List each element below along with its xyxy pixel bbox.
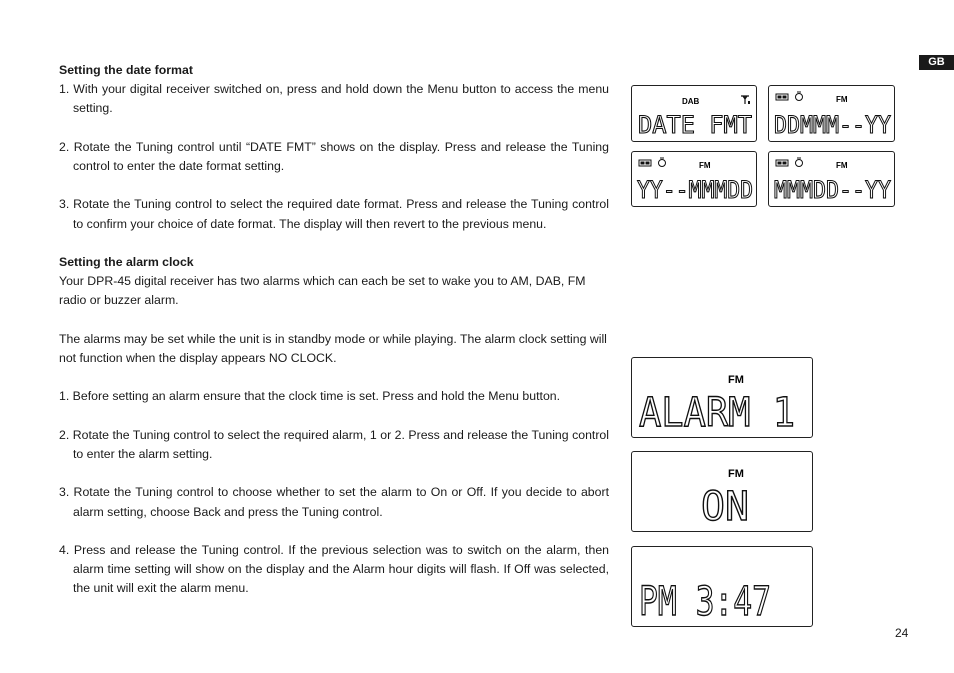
alarm-intro-para: Your DPR-45 digital receiver has two alarms which can each be set to wake you to AM, DAB, FM radio or buzzer alarm.	[59, 274, 586, 308]
lcd-band-label: DAB	[682, 97, 700, 106]
signal-icon	[741, 96, 750, 104]
alarm-bell-icon	[796, 158, 803, 167]
section-heading-alarm-clock: Setting the alarm clock	[59, 254, 194, 269]
lcd-band-label: FM	[728, 374, 744, 386]
lcd-band-label: FM	[728, 468, 744, 480]
battery-icon	[639, 160, 651, 166]
lcd-mmm-dd-yy	[768, 151, 895, 207]
alarm-step-4: 4. Press and release the Tuning control. If the previous selection was to switch on the alarm, then alarm time setting will show on the display and the Alarm hour digits will flash. If Off was selected, the unit will exit the alarm menu.	[59, 542, 609, 596]
alarm-bell-icon	[659, 158, 666, 167]
lcd-date-fmt	[631, 85, 757, 142]
alarm-step-2: 2. Rotate the Tuning control to select the required alarm, 1 or 2. Press and release the Tuning control to enter the alarm setting.	[59, 427, 609, 461]
lcd-yy-mmm-dd	[631, 151, 757, 207]
alarm-step-1: 1. Before setting an alarm ensure that the clock time is set. Press and hold the Menu button.	[59, 389, 561, 404]
lcd-segment-text: ALARM 1	[639, 390, 795, 436]
section-heading-date-format: Setting the date format	[59, 63, 193, 77]
lcd-band-label: FM	[836, 95, 848, 104]
lcd-dd-mmm-yy	[768, 85, 895, 142]
date-step-2: 2. Rotate the Tuning control until “DATE FMT” shows on the display. Press and release the Tuning control to enter the date format setting.	[59, 139, 609, 173]
lcd-band-label: FM	[836, 161, 848, 170]
battery-icon	[776, 94, 788, 100]
language-badge: GB	[919, 55, 954, 70]
battery-icon	[776, 160, 788, 166]
page-number: 24	[895, 626, 909, 640]
lcd-segment-text: DDMMM--YY	[774, 111, 892, 139]
lcd-on	[631, 451, 813, 532]
date-step-3: 3. Rotate the Tuning control to select the required date format. Press and release the Tuning control to confirm your choice of date format. The display will then revert to the previous menu.	[59, 197, 609, 231]
lcd-segment-text: YY--MMMDD	[637, 176, 753, 204]
alarm-step-3: 3. Rotate the Tuning control to choose whether to set the alarm to On or Off. If you decide to abort alarm setting, choose Back and press the Tuning control.	[59, 485, 609, 519]
lcd-time	[631, 546, 813, 627]
date-step-1: 1. With your digital receiver switched on, press and hold down the Menu button to access the menu setting.	[59, 82, 609, 116]
alarm-standby-para: The alarms may be set while the unit is in standby mode or while playing. The alarm clock setting will not function when the display appears NO CLOCK.	[59, 331, 607, 365]
lcd-segment-text: ON	[701, 484, 749, 530]
lcd-alarm	[631, 357, 813, 438]
lcd-segment-text: MMMDD--YY	[774, 176, 892, 204]
lcd-band-label: FM	[699, 161, 711, 170]
lcd-segment-text: PM 3:47	[639, 579, 771, 625]
lcd-segment-text: DATE FMT	[638, 111, 752, 139]
alarm-bell-icon	[796, 92, 803, 101]
manual-text	[59, 61, 609, 599]
